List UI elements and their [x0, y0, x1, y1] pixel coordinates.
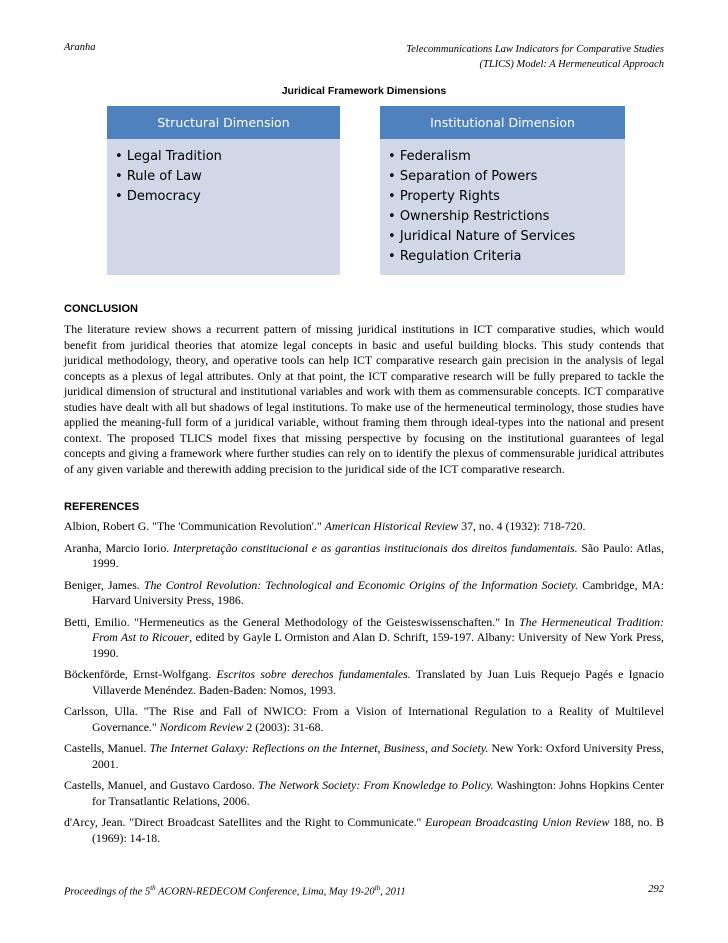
reference-text: Translated by Juan Luis Requejo Pagés e Ignacio Villaverde Menéndez. Baden-Baden: Nomos, 1993.: [92, 667, 664, 697]
dimension-item: • Regulation Criteria: [388, 247, 625, 267]
dimension-item: • Democracy: [115, 187, 340, 207]
reference-entry: [64, 704, 664, 735]
reference-title: The Internet Galaxy: Reflections on the Internet, Business, and Society.: [149, 741, 489, 755]
reference-text: Castells, Manuel, and Gustavo Cardoso.: [64, 778, 259, 792]
conclusion-heading: CONCLUSION: [64, 303, 138, 315]
dimension-item: • Federalism: [388, 147, 625, 167]
institutional-dimension-list: [380, 139, 625, 267]
dimension-item: • Legal Tradition: [115, 147, 340, 167]
reference-title: American Historical Review: [324, 519, 459, 533]
running-header-title-line1: Telecommunications Law Indicators for Comparative Studies: [406, 44, 664, 55]
reference-text: Carlsson, Ulla. "The Rise and Fall of NWICO: From a Vision of International Regulation to a Reality of Multilevel Governance.": [64, 704, 664, 734]
references-heading: REFERENCES: [64, 501, 140, 513]
reference-text: , edited by Gayle L Ormiston and Alan D. Schrift, 159-197. Albany: University of New York Press, 1990.: [92, 630, 664, 660]
running-header-author: Aranha: [64, 42, 96, 53]
running-header-title: [406, 42, 664, 72]
reference-title: The Hermeneutical Tradition: From Ast to Ricouer: [92, 614, 664, 644]
footer-proceedings: [64, 884, 406, 898]
dimension-item: • Separation of Powers: [388, 167, 625, 187]
reference-entry: [64, 778, 664, 809]
running-header-title-line2: (TLICS) Model: A Hermeneutical Approach: [479, 59, 664, 70]
reference-text: Castells, Manuel.: [64, 741, 150, 755]
dimension-item: • Juridical Nature of Services: [388, 227, 625, 247]
dimension-item: • Rule of Law: [115, 167, 340, 187]
references-list: [64, 519, 664, 852]
figure-title: Juridical Framework Dimensions: [281, 85, 447, 97]
reference-title: Interpretação constitucional e as garantias institucionais dos direitos fundamentais.: [172, 540, 578, 555]
reference-text: New York: Oxford University Press, 2001.: [92, 741, 664, 771]
reference-entry: [64, 667, 664, 698]
reference-title: The Network Society: From Knowledge to Policy.: [258, 778, 494, 792]
reference-entry: [64, 615, 664, 662]
reference-text: São Paulo: Atlas, 1999.: [92, 540, 664, 570]
reference-text: 2 (2003): 31-68.: [243, 719, 324, 734]
reference-entry: [64, 541, 664, 572]
reference-text: Cambridge, MA: Harvard University Press, 1986.: [92, 577, 664, 607]
reference-text: Betti, Emilio. "Hermeneutics as the General Methodology of the Geisteswissenschaften." In: [64, 614, 520, 629]
reference-title: Nordicom Review: [159, 719, 244, 734]
reference-entry: [64, 741, 664, 772]
footer-text-3: , 2011: [380, 886, 406, 898]
reference-text: Böckenförde, Ernst-Wolfgang.: [64, 667, 217, 681]
conclusion-paragraph: The literature review shows a recurrent pattern of missing juridical institutions in ICT comparative studies, which would benefit from juridical theories that atomize legal concepts in basic and useful building blocks. This study contends that juridical methodology, theory, and operative tools can help ICT comparative research gain precision in the analysis of legal concepts as a plexus of legal attributes. Only at that point, the ICT comparative research will be fully prepared to tackle the juridical dimension of structural and institutional variables and work with them as commensurable concepts. ICT comparative studies have dealt with all but shadows of legal institutions. To make use of the hermeneutical terminology, those studies have applied the meaning-full form of a juridical variable, without framing them through ideal-types into the national and present context. The proposed TLICS model fixes that missing perspective by focusing on the institutional guarantees of legal concepts and giving a framework where further studies can rely on to identify the plexus of commensurable juridical attributes of any given variable and therewith adding precision to the juridical side of the ICT comparative research.: [64, 322, 664, 476]
reference-title: Escritos sobre derechos fundamentales.: [216, 667, 411, 681]
reference-text: 37, no. 4 (1932): 718-720.: [458, 519, 586, 533]
institutional-dimension-heading: Institutional Dimension: [380, 106, 625, 139]
structural-dimension-list: [107, 139, 340, 207]
reference-text: d'Arcy, Jean. "Direct Broadcast Satellites and the Right to Communicate.": [64, 815, 426, 829]
footer-sup-1: th: [150, 884, 156, 892]
structural-dimension-box: [107, 139, 340, 275]
dimension-item: • Ownership Restrictions: [388, 207, 625, 227]
institutional-dimension-box: [380, 139, 625, 275]
reference-title: European Broadcasting Union Review: [425, 815, 610, 829]
structural-dimension-heading: Structural Dimension: [107, 106, 340, 139]
reference-entry: [64, 519, 664, 535]
reference-title: The Control Revolution: Technological and Economic Origins of the Information Society.: [143, 577, 579, 592]
footer-text-1: Proceedings of the 5: [64, 886, 151, 898]
reference-text: Beniger, James.: [64, 577, 144, 592]
reference-text: 188, no. B (1969): 14-18.: [92, 815, 664, 845]
reference-entry: [64, 578, 664, 609]
footer-text-2: ACORN-REDECOM Conference, Lima, May 19-20: [155, 886, 375, 898]
reference-entry: [64, 815, 664, 846]
dimension-item: • Property Rights: [388, 187, 625, 207]
reference-text: Washington: Johns Hopkins Center for Transatlantic Relations, 2006.: [92, 778, 664, 808]
reference-text: Albion, Robert G. "The 'Communication Revolution'.": [64, 519, 325, 533]
page-number: 292: [648, 884, 664, 895]
footer-sup-2: th: [374, 884, 381, 892]
reference-text: Aranha, Marcio Iorio.: [64, 540, 173, 555]
